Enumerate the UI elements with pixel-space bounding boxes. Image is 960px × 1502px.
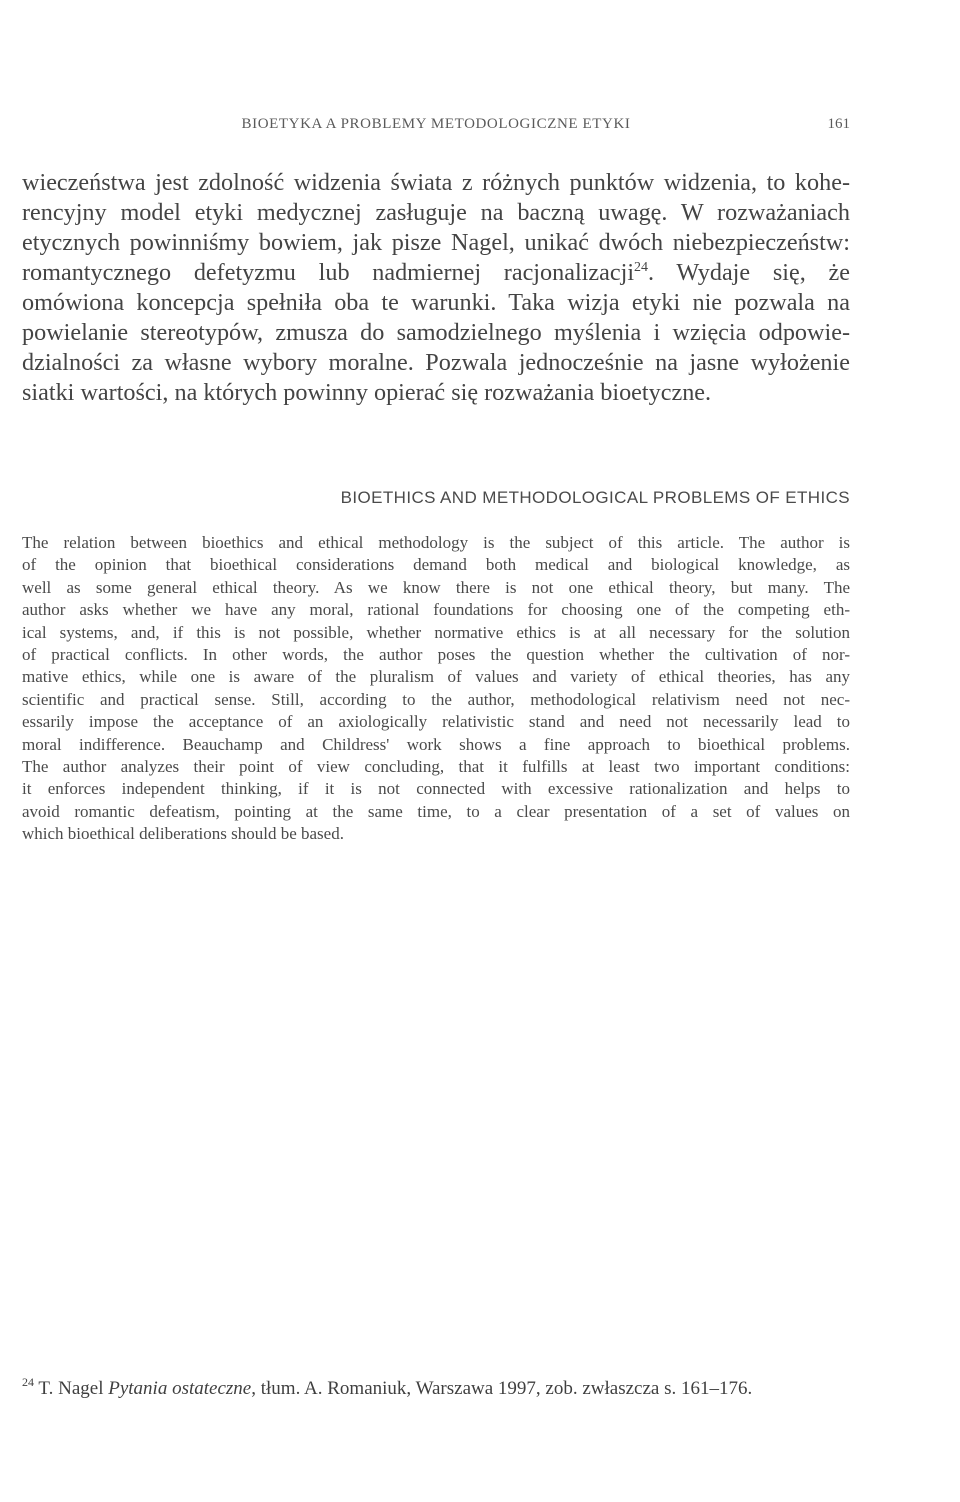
running-header <box>22 116 850 140</box>
summary-line: of the opinion that bioethical considerations demand both medical and biological knowledge, as <box>22 555 850 575</box>
body-line: powielanie stereotypów, zmusza do samodzielnego myślenia i wzięcia odpowie- <box>22 319 850 346</box>
body-line-text: romantycznego defetyzmu lub nadmiernej racjonalizacji <box>22 259 635 286</box>
summary-line: author asks whether we have any moral, rational foundations for choosing one of the competing eth- <box>22 600 850 620</box>
summary-line: The author analyzes their point of view concluding, that it fulfills at least two important conditions: <box>22 756 850 776</box>
summary-line: of practical conflicts. In other words, the author poses the question whether the cultivation of nor- <box>22 644 850 664</box>
body-line: rencyjny model etyki medycznej zasługuje na baczną uwagę. W rozważaniach <box>22 199 850 226</box>
body-line: omówiona koncepcja spełniła oba te warunki. Taka wizja etyki nie pozwala na <box>22 289 850 316</box>
summary-line: essarily impose the acceptance of an axiologically relativistic stand and need not necessarily lead to <box>22 712 850 732</box>
summary-line: The relation between bioethics and ethical methodology is the subject of this article. The author is <box>22 533 850 552</box>
body-line-tail: . Wydaje się, że <box>648 259 850 286</box>
page-number: 161 <box>827 116 850 132</box>
summary-line: well as some general ethical theory. As we know there is not one ethical theory, but many. The <box>22 577 850 597</box>
footnote <box>22 1375 850 1400</box>
footnote-details: , tłum. A. Romaniuk, Warszawa 1997, zob. zwłaszcza s. 161–176. <box>251 1378 753 1399</box>
summary-line: it enforces independent thinking, if it is not connected with excessive rationalization and helps to <box>22 779 850 799</box>
summary-title: BIOETHICS AND METHODOLOGICAL PROBLEMS OF ETHICS <box>340 488 850 507</box>
summary-line: mative ethics, while one is aware of the pluralism of values and variety of ethical theories, has any <box>22 667 850 687</box>
body-line: dzialności za własne wybory moralne. Pozwala jednocześnie na jasne wyłożenie <box>22 349 850 376</box>
footnote-marker: 24 <box>22 1375 34 1389</box>
footnote-work-title: Pytania ostateczne <box>108 1378 252 1399</box>
summary-line: scientific and practical sense. Still, according to the author, methodological relativism need not nec- <box>22 689 850 709</box>
summary-paragraph <box>22 532 850 845</box>
summary-line: moral indifference. Beauchamp and Childress' work shows a fine approach to bioethical problems. <box>22 734 850 754</box>
body-line: wieczeństwa jest zdolność widzenia świata z różnych punktów widzenia, to kohe- <box>22 169 850 196</box>
body-line: siatki wartości, na których powinny opierać się rozważania bioetyczne. <box>22 379 712 406</box>
body-paragraph <box>22 168 850 408</box>
footnote-reference[interactable]: 24 <box>634 260 649 275</box>
body-line: etycznych powinniśmy bowiem, jak pisze Nagel, unikać dwóch niebezpieczeństw: <box>22 229 850 256</box>
summary-line: avoid romantic defeatism, pointing at the same time, to a clear presentation of a set of values on <box>22 801 850 821</box>
footnote-author: T. Nagel <box>38 1378 104 1399</box>
body-line-with-footnote <box>22 258 850 288</box>
summary-line: ical systems, and, if this is not possible, whether normative ethics is at all necessary for the solution <box>22 622 850 642</box>
running-title: BIOETYKA A PROBLEMY METODOLOGICZNE ETYKI <box>241 116 631 132</box>
summary-line: which bioethical deliberations should be based. <box>22 824 344 844</box>
